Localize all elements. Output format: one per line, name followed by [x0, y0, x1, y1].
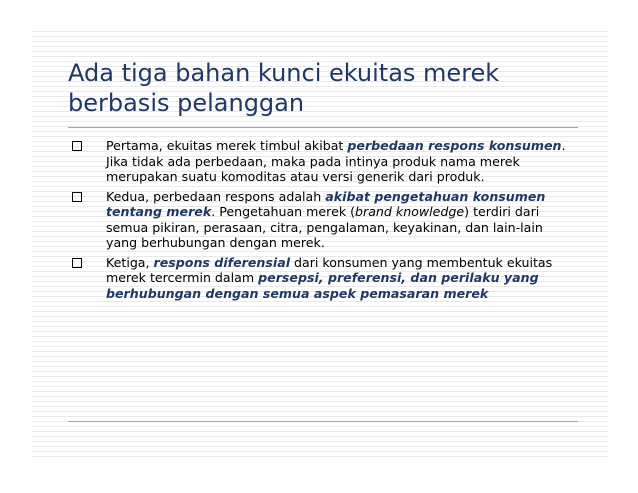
bullet-text-normal: Kedua, perbedaan respons adalah: [106, 188, 326, 204]
bullet-text-emphasis: akibat pengetahuan konsumen tentang merek: [106, 188, 546, 219]
bullet-text-italic: brand knowledge: [355, 204, 465, 219]
bullet-item-3: [68, 255, 568, 302]
bullet-list: [68, 138, 568, 305]
hollow-square-icon: [72, 192, 82, 202]
bullet-text-emphasis: perbedaan respons konsumen: [347, 138, 562, 153]
bullet-text-normal: Ketiga,: [106, 254, 154, 270]
bullet-text-normal: dari konsumen yang membentuk ekuitas merek tercermin dalam: [106, 254, 553, 285]
footer-divider: [68, 421, 578, 422]
bullet-text-emphasis: respons diferensial: [153, 254, 291, 270]
title-divider: [68, 127, 578, 128]
bullet-text-normal: ) terdiri dari semua pikiran, perasaan, citra, pengalaman, keyakinan, dan lain-lain yang berhubungan dengan merek.: [106, 204, 543, 250]
bullet-item-2: [68, 189, 568, 251]
bullet-text-normal: . Pengetahuan merek (: [211, 204, 356, 219]
slide-title: Ada tiga bahan kunci ekuitas merek berbasis pelanggan: [68, 59, 500, 117]
bullet-text-normal: Pertama, ekuitas merek timbul akibat: [106, 138, 348, 153]
bullet-item-1: [68, 138, 568, 185]
hollow-square-icon: [72, 258, 82, 268]
bullet-text-normal: . Jika tidak ada perbedaan, maka pada intinya produk nama merek merupakan suatu komoditas atau versi generik dari produk.: [106, 138, 566, 184]
hollow-square-icon: [72, 141, 82, 151]
bullet-text-emphasis: persepsi, preferensi, dan perilaku yang berhubungan dengan semua aspek pemasaran merek: [106, 270, 539, 301]
